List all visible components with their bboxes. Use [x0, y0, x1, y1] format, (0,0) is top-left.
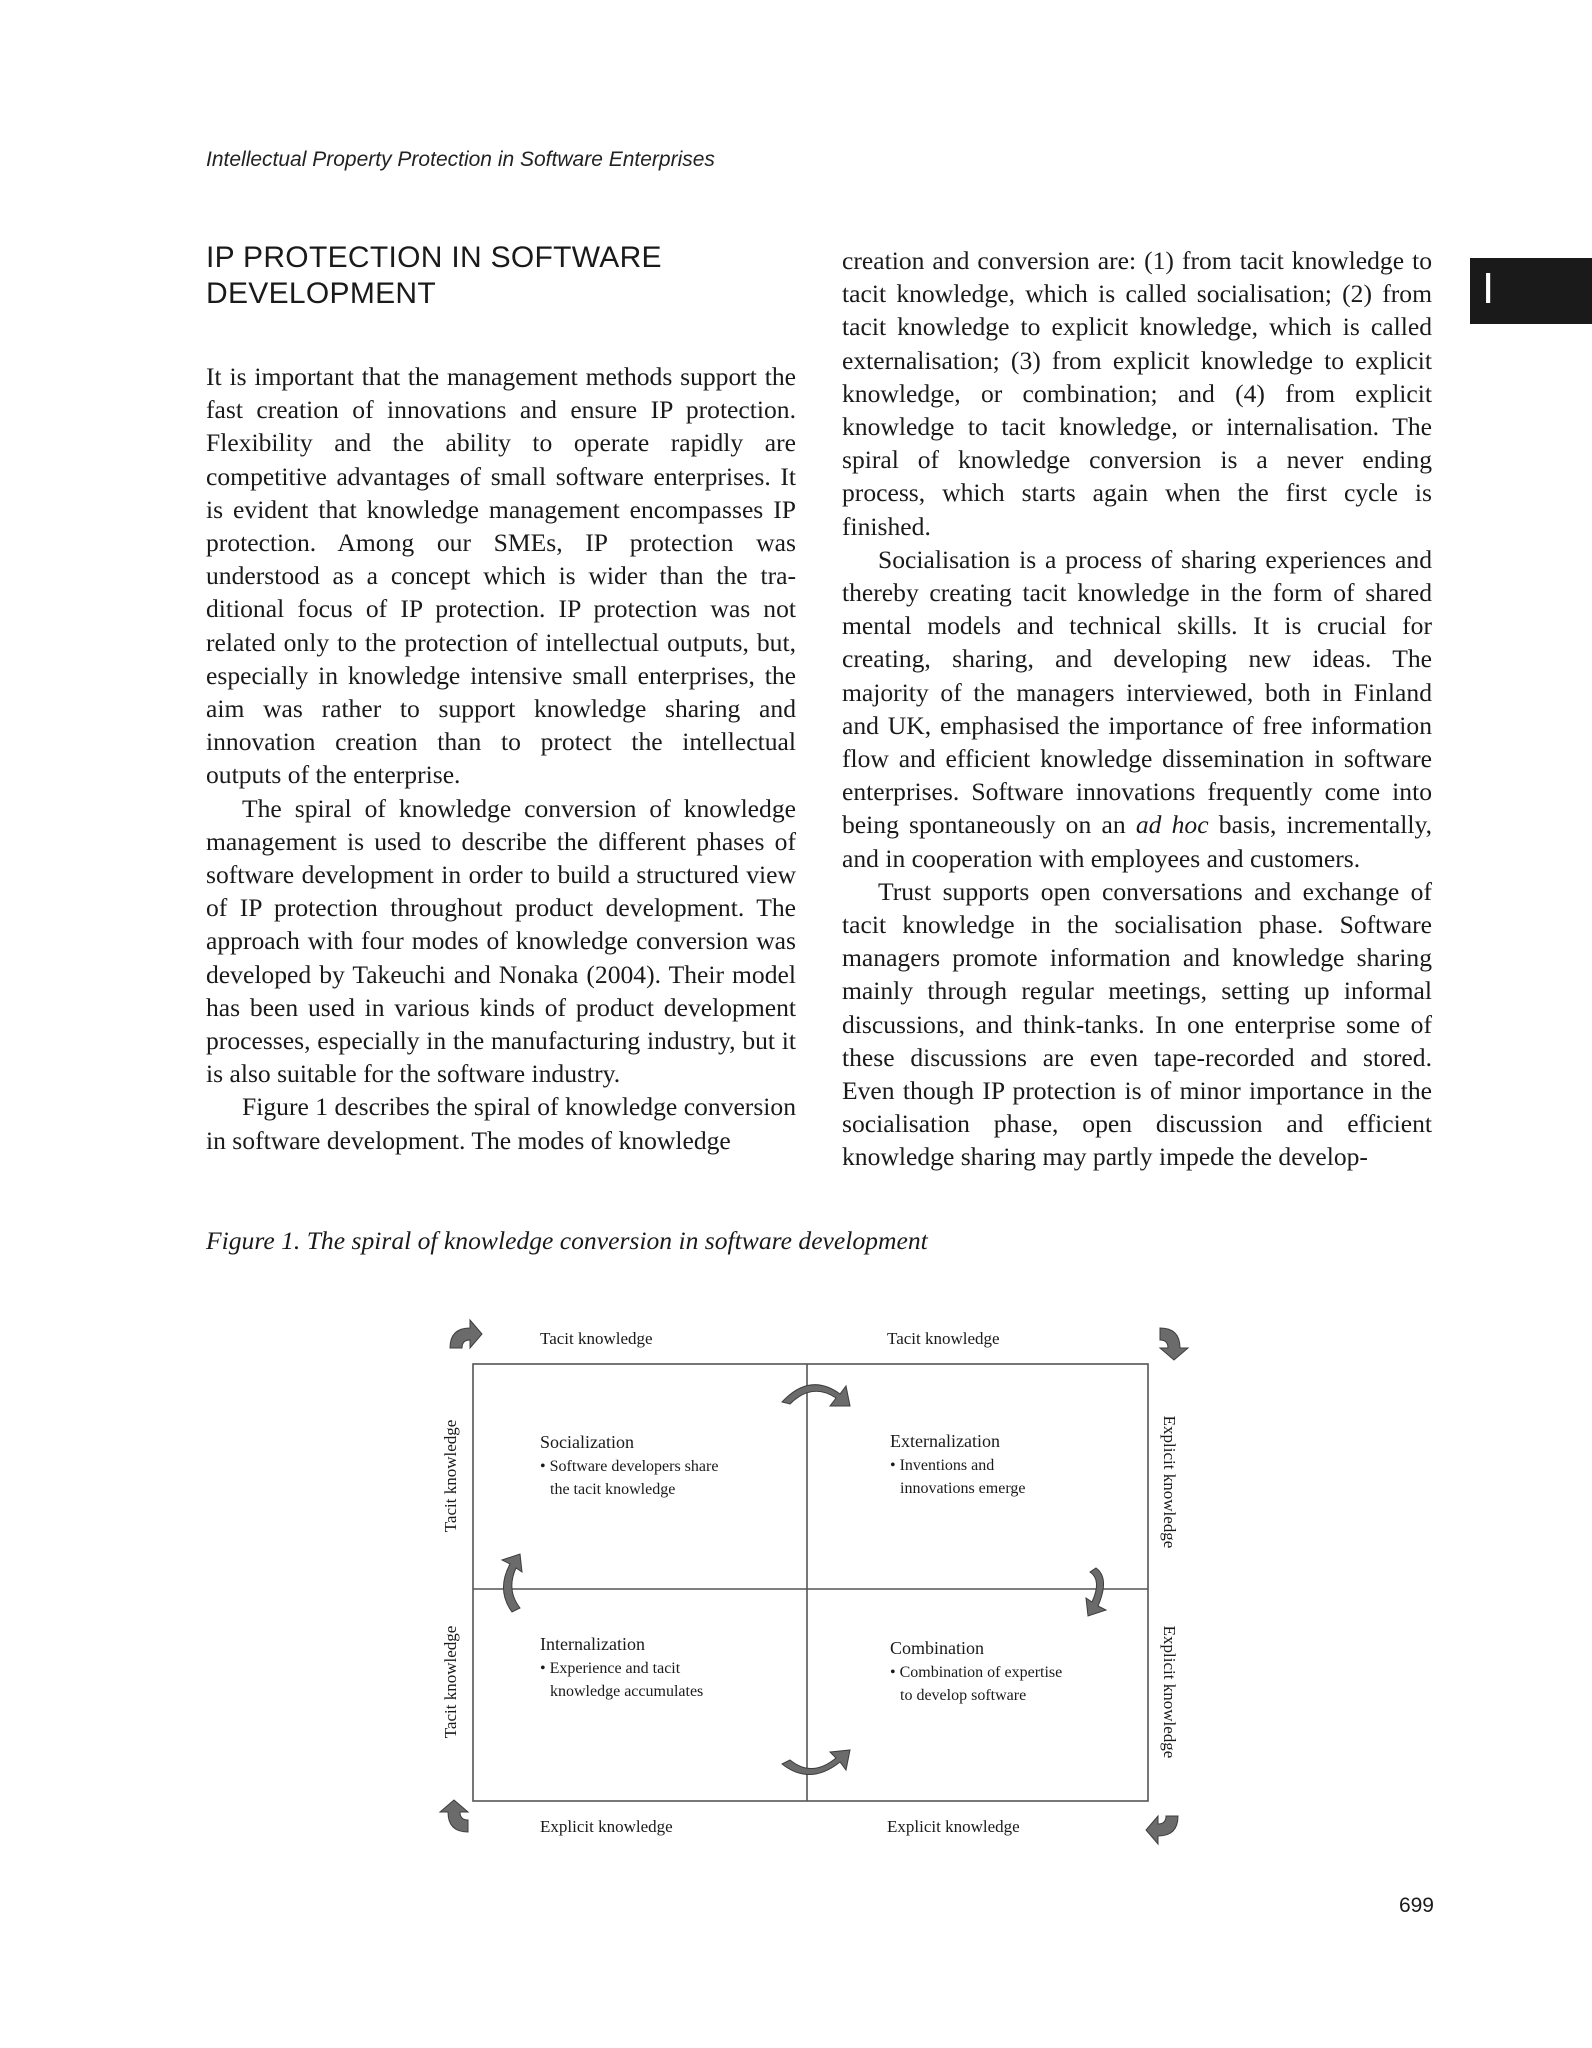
- left-paragraph-3: Figure 1 describes the spiral of knowledge conversion in software development. The modes of knowledge: [206, 1092, 796, 1155]
- right-paragraph-2-text-a: Socialisation is a process of sharing experiences and thereby creating tacit knowledge in the form of shared mental models and technical skills. It is crucial for creating, sharing, and developing new ideas. The majority of the managers interviewed, both in Finland and UK, emphasised the importance of free information flow and efficient knowledge dissemination in software enterprises. Software innovations frequently come into being spontaneously on an: [842, 544, 1432, 840]
- corner-arrow-bottom-left-icon: [440, 1800, 468, 1832]
- right-column: [842, 244, 1432, 1174]
- section-title: IP PROTECTION IN SOFTWARE DEVELOPMENT: [206, 241, 662, 310]
- thumb-index-tab: [1470, 258, 1592, 324]
- corner-arrow-top-left-icon: [450, 1320, 482, 1348]
- right-label-bottom: Explicit knowledge: [1160, 1625, 1179, 1759]
- left-paragraph-1: It is important that the management methods support the fast creation of innovations and ensure IP protection. Flexibility and the ability to operate rapidly are competitive advantages of small software enterprises. It is evident that knowledge management encompasses IP protection. Among our SMEs, IP protection was understood as a concept which is wider than the traditional focus of IP protection. IP protection was not related only to the protection of intellectual outputs, but, especially in knowledge intensive small enterprises, the aim was rather to support knowledge sharing and innovation creation than to protect the intellectual outputs of the enterprise.: [206, 362, 796, 790]
- left-label-top: Tacit knowledge: [441, 1419, 460, 1533]
- top-label-right: Tacit knowledge: [887, 1329, 1000, 1348]
- top-label-left: Tacit knowledge: [540, 1329, 653, 1348]
- running-head: Intellectual Property Protection in Software Enterprises: [206, 148, 715, 171]
- bottom-label-left: Explicit knowledge: [540, 1817, 673, 1836]
- corner-arrow-bottom-right-icon: [1146, 1816, 1178, 1844]
- right-paragraph-3: Trust supports open conversations and exchange of tacit knowledge in the socialisation phase. Software managers promote information and knowledge sharing mainly through regular meetings, setting up informal discussions, and think-tanks. In one enterprise some of these discussions are even tape-recorded and stored. Even though IP protection is of minor importance in the socialisation phase, open discussion and efficient knowledge sharing may partly impede the develop-: [842, 876, 1432, 1172]
- left-label-bottom: Tacit knowledge: [441, 1625, 460, 1739]
- ad-hoc-italic: ad hoc: [1135, 810, 1209, 840]
- knowledge-spiral-figure: [420, 1310, 1200, 1850]
- externalization-title: Externalization: [890, 1431, 1000, 1451]
- left-column: [206, 240, 796, 1157]
- figure-caption: Figure 1. The spiral of knowledge conversion in software development: [206, 1226, 928, 1255]
- bottom-label-right: Explicit knowledge: [887, 1817, 1020, 1836]
- page-number: 699: [1398, 1894, 1434, 1917]
- spiral-arrow-bottom-icon: [782, 1750, 850, 1775]
- right-label-top: Explicit knowledge: [1160, 1415, 1179, 1549]
- spiral-arrow-top-icon: [782, 1385, 850, 1406]
- combination-title: Combination: [890, 1638, 984, 1658]
- combination-line-1: • Combination of expertise: [890, 1664, 1063, 1681]
- right-paragraph-2-text-b: basis, incrementally, and in cooperation with employees and customers.: [842, 810, 1432, 873]
- spiral-arrow-left-icon: [502, 1554, 522, 1612]
- socialization-line-1: • Software developers share: [540, 1458, 719, 1475]
- internalization-line-1: • Experience and tacit: [540, 1660, 681, 1677]
- grid-border: [473, 1364, 1148, 1801]
- internalization-title: Internalization: [540, 1634, 645, 1654]
- right-paragraph-1: creation and conversion are: (1) from tacit knowledge to tacit knowledge, which is called socialisation; (2) from tacit knowledge to explicit knowledge, which is called externalisation; (3) from explicit knowledge to explicit knowledge, or combination; and (4) from explicit knowledge to tacit knowledge, or internalisation. The spiral of knowledge conversion is a never ending process, which starts again when the first cycle is finished.: [842, 246, 1432, 541]
- externalization-line-2: innovations emerge: [900, 1480, 1026, 1497]
- right-paragraph-2: [842, 543, 1432, 875]
- thumb-tab-letter: I: [1482, 264, 1495, 313]
- socialization-line-2: the tacit knowledge: [550, 1481, 676, 1498]
- socialization-title: Socialization: [540, 1432, 634, 1452]
- internalization-line-2: knowledge accumulates: [550, 1683, 704, 1700]
- externalization-line-1: • Inventions and: [890, 1457, 995, 1474]
- spiral-arrow-right-icon: [1086, 1568, 1106, 1616]
- corner-arrow-top-right-icon: [1160, 1328, 1188, 1360]
- grid: [473, 1364, 1148, 1801]
- left-paragraph-2: The spiral of knowledge conversion of knowledge management is used to describe the different phases of software development in order to build a structured view of IP protection throughout product development. The approach with four modes of knowledge conversion was developed by Takeuchi and Nonaka (2004). Their model has been used in various kinds of product development processes, especially in the manufacturing industry, but it is also suitable for the software industry.: [206, 793, 796, 1089]
- combination-line-2: to develop software: [900, 1687, 1027, 1704]
